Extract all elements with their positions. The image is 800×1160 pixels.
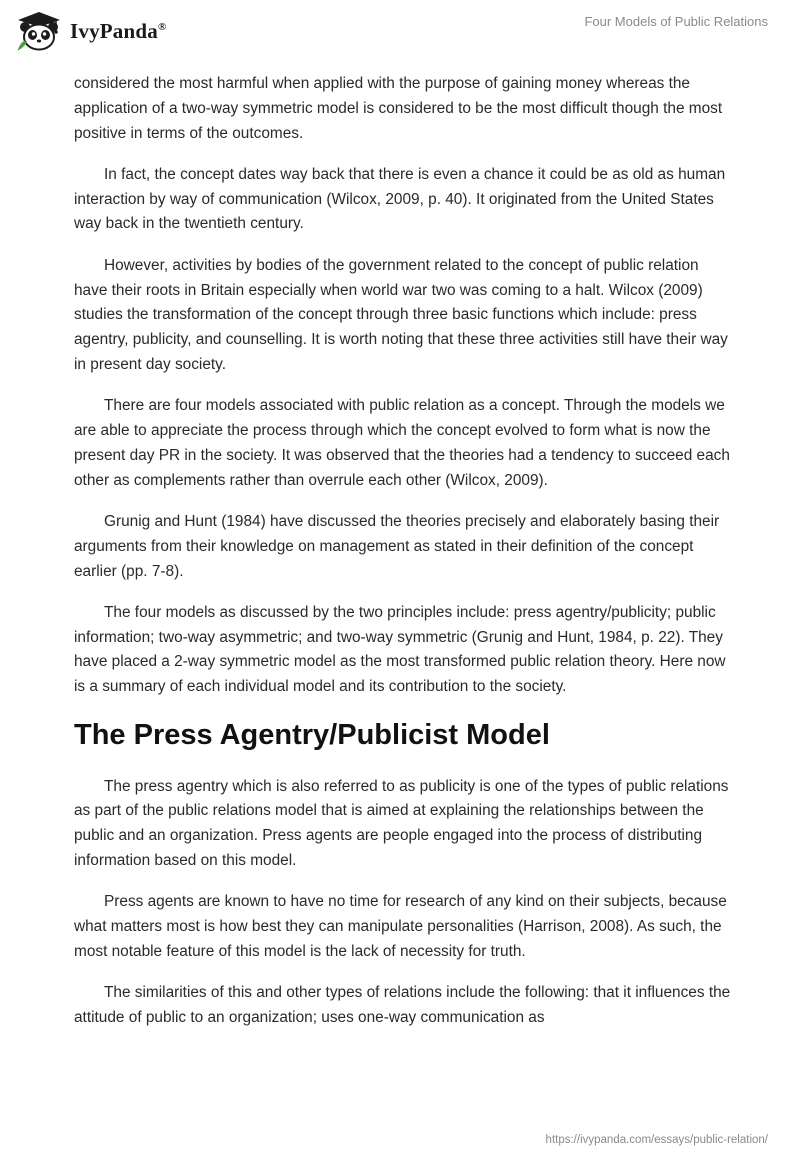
source-url[interactable]: https://ivypanda.com/essays/public-relation/ [545, 1134, 768, 1146]
paragraph: In fact, the concept dates way back that there is even a chance it could be as old as human interaction by way of communication (Wilcox, 2009, p. 40). It originated from the United States way back in the twentieth century. [74, 165, 726, 233]
brand-name: IvyPanda® [70, 18, 167, 43]
section-heading: The Press Agentry/Publicist Model [74, 718, 550, 751]
page-header [0, 0, 800, 64]
paragraph: Grunig and Hunt (1984) have discussed the theories precisely and elaborately basing their arguments from their knowledge on management as stated in their definition of the concept earlier (pp. 7-8). [74, 512, 720, 580]
paragraph: The four models as discussed by the two principles include: press agentry/publicity; public information; two-way asymmetric; and two-way symmetric (Grunig and Hunt, 1984, p. 22). They have placed a 2-way symmetric model as the most transformed public relation theory. Here now is a summary of each individual model and its contribution to the society. [74, 603, 726, 696]
ivypanda-logo[interactable] [14, 10, 166, 52]
paragraph: However, activities by bodies of the government related to the concept of public relation have their roots in Britain especially when world war two was coming to a halt. Wilcox (2009) studies the transformation of the concept through three basic functions which include: press agentry, publicity, and counselling. It is worth noting that these three activities still have their way in present day society. [74, 256, 728, 373]
paragraph: The press agentry which is also referred to as publicity is one of the types of public relations as part of the public relations model that is aimed at explaining the relationships between the public and an organization. Press agents are people engaged into the process of distributing information based on this model. [74, 777, 729, 869]
paragraph: The similarities of this and other types of relations include the following: that it influences the attitude of public to an organization; uses one-way communication as [74, 984, 731, 1026]
panda-logo-icon [14, 10, 64, 52]
paragraph: Press agents are known to have no time for research of any kind on their subjects, because what matters most is how best they can manipulate personalities (Harrison, 2008). As such, the most notable feature of this model is the lack of necessity for truth. [74, 893, 727, 960]
document-title: Four Models of Public Relations [584, 14, 768, 29]
paragraph: There are four models associated with public relation as a concept. Through the models we are able to appreciate the process through which the concept evolved to form what is now the present day PR in the society. It was observed that the theories had a tendency to succeed each other as complements rather than overrule each other (Wilcox, 2009). [74, 397, 730, 489]
paragraph: considered the most harmful when applied with the purpose of gaining money whereas the application of a two-way symmetric model is considered to be the most difficult though the most positive in terms of the outcomes. [74, 75, 723, 142]
essay-body [74, 72, 734, 1047]
